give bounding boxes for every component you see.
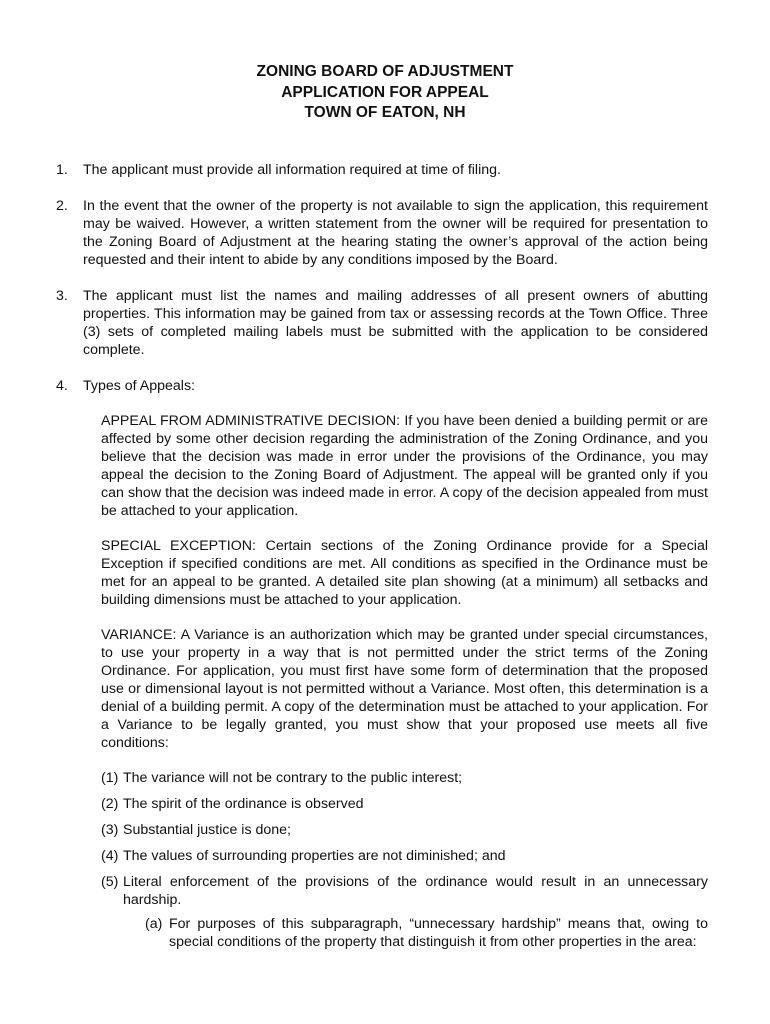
condition-item [101, 821, 708, 839]
condition-item [101, 847, 708, 865]
condition-number: (2) [101, 796, 119, 812]
list-item-4 [56, 377, 708, 951]
title-line-3: TOWN OF EATON, NH [304, 104, 466, 121]
subcondition-text: For purposes of this subparagraph, “unnecessary hardship” means that, owing to special conditions of the property that distinguish it from other properties in the area: [169, 916, 708, 950]
title-line-1: ZONING BOARD OF ADJUSTMENT [256, 63, 514, 80]
condition-item [101, 795, 708, 813]
subcondition-number: (a) [145, 916, 163, 932]
appeal-special-exception-paragraph: SPECIAL EXCEPTION: Certain sections of the Zoning Ordinance provide for a Special Exception if specified conditions are met. All conditions as specified in the Ordinance must be met for an appeal to be granted. A detailed site plan showing (at a minimum) all setbacks and building dimensions must be attached to your application. [101, 538, 708, 608]
condition-number: (5) [101, 874, 119, 890]
list-item-text: Types of Appeals: [83, 378, 195, 394]
appeal-variance-paragraph: VARIANCE: A Variance is an authorization which may be granted under special circumstances, to use your property in a way that is not permitted under the strict terms of the Zoning Ordinance. For application, you must first have some form of determination that the proposed use or dimensional layout is not permitted without a Variance. Most often, this determination is a denial of a building permit. A copy of the determination must be attached to your application. For a Variance to be legally granted, you must show that your proposed use meets all five conditions: [101, 627, 708, 751]
condition-number: (1) [101, 770, 119, 786]
condition-number: (4) [101, 848, 119, 864]
list-item-number: 1. [56, 162, 68, 178]
list-item-text: In the event that the owner of the property is not available to sign the application, this requirement may be waived. However, a written statement from the owner will be required for presentation to the Zoning Board of Adjustment at the hearing stating the owner’s approval of the action being requested and their intent to abide by any conditions imposed by the Board. [83, 198, 708, 268]
list-item-number: 2. [56, 198, 68, 214]
condition-text: The variance will not be contrary to the public interest; [123, 770, 463, 786]
condition-text: Literal enforcement of the provisions of the ordinance would result in an unnecessary hardship. [123, 874, 708, 908]
list-item-text: The applicant must list the names and mailing addresses of all present owners of abutting properties. This information may be gained from tax or assessing records at the Town Office. Three (3) sets of completed mailing labels must be submitted with the application to be considered complete. [83, 288, 708, 358]
condition-text: Substantial justice is done; [123, 822, 291, 838]
list-item-number: 3. [56, 288, 68, 304]
list-item-1 [56, 161, 708, 179]
condition-item [101, 873, 708, 951]
condition-number: (3) [101, 822, 119, 838]
document-title [0, 62, 770, 124]
list-item-text: The applicant must provide all information required at time of filing. [83, 162, 501, 178]
subcondition-item [145, 915, 708, 951]
title-line-2: APPLICATION FOR APPEAL [281, 83, 489, 101]
list-item-number: 4. [56, 378, 68, 394]
condition-text: The values of surrounding properties are not diminished; and [123, 848, 506, 864]
appeal-types [101, 412, 708, 951]
appeal-administrative-paragraph: APPEAL FROM ADMINISTRATIVE DECISION: If you have been denied a building permit or are affected by some other decision regarding the administration of the Zoning Ordinance, and you believe that the decision was made in error under the provisions of the Ordinance, you may appeal the decision to the Zoning Board of Adjustment. The appeal will be granted only if you can show that the decision was indeed made in error. A copy of the decision appealed from must be attached to your application. [101, 413, 708, 519]
condition-text: The spirit of the ordinance is observed [123, 796, 364, 812]
condition-item [101, 769, 708, 787]
list-item-2 [56, 197, 708, 269]
list-item-3 [56, 287, 708, 359]
instructions-list [56, 161, 708, 969]
